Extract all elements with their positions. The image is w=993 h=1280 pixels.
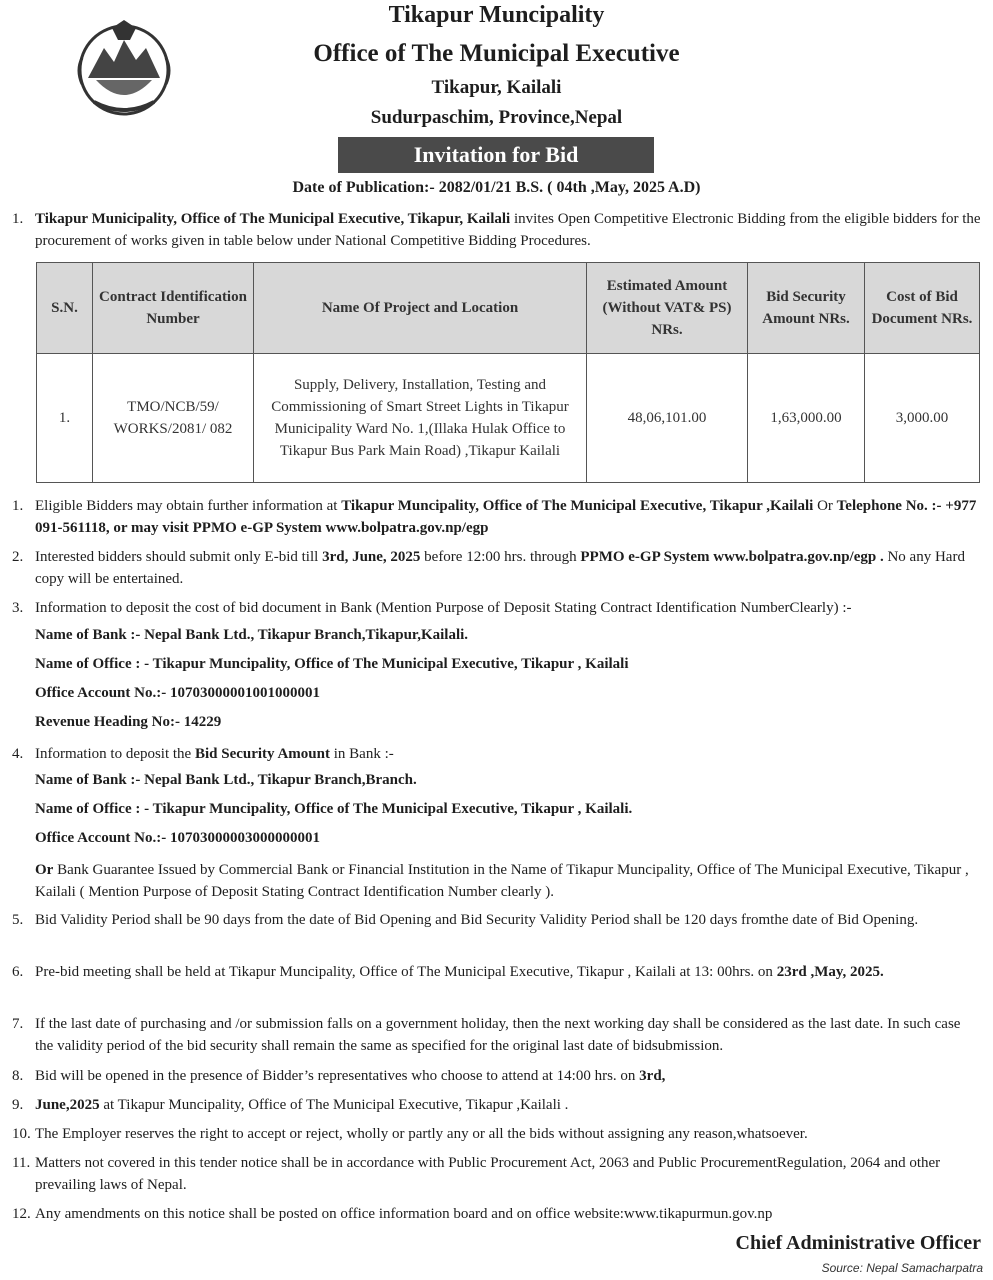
item-text: Matters not covered in this tender notice shall be in accordance with Public Procurement Act, 2063 and Public ProcurementRegulation, 2064 and other prevailing laws of Nepal. — [35, 1155, 941, 1193]
bank2-office: Name of Office : - Tikapur Muncipality, Office of The Municipal Executive, Tikapur , Kailali. — [35, 801, 633, 817]
item-number: 6. — [12, 964, 24, 980]
item-text: Any amendments on this notice shall be posted on office information board and on office website:www.tikapurmun.gov.np — [35, 1206, 773, 1222]
item-text: Eligible Bidders may obtain further information at — [35, 498, 342, 514]
bank1-name: Name of Bank :- Nepal Bank Ltd., Tikapur Branch,Tikapur,Kailali. — [35, 627, 469, 643]
item-number: 4. — [12, 746, 24, 762]
item-bold: 3rd, — [639, 1068, 666, 1084]
table-cell: Supply, Delivery, Installation, Testing and Commissioning of Smart Street Lights in Tikapur Municipality Ward No. 1,(Illaka Hulak Office to Tikapur Bus Park Main Road) ,Tikapur Kailali — [254, 354, 587, 483]
signature-title: Chief Administrative Officer — [735, 1232, 981, 1254]
list-item — [12, 1094, 982, 1116]
item-text: at Tikapur Muncipality, Office of The Municipal Executive, Tikapur ,Kailali . — [99, 1097, 569, 1113]
list-item — [12, 495, 982, 539]
item-number: 10. — [12, 1126, 31, 1142]
list-item — [12, 597, 982, 619]
item-bold: Or — [35, 862, 54, 878]
item-bold: Tikapur Muncipality, Office of The Municipal Executive, Tikapur ,Kailali — [341, 498, 814, 514]
list-item — [12, 961, 982, 983]
item-number: 5. — [12, 912, 24, 928]
item-text: Bank Guarantee Issued by Commercial Bank or Financial Institution in the Name of Tikapur Muncipality, Office of The Municipal Executive, Tikapur , Kailali ( Mention Purpose of Deposit Stating Contract Identification Number clearly ). — [35, 862, 969, 900]
item-text: before 12:00 hrs. through — [420, 549, 581, 565]
item-number: 2. — [12, 549, 24, 565]
item-text: Information to deposit the cost of bid document in Bank (Mention Purpose of Deposit Stating Contract Identification NumberClearly) :- — [35, 600, 852, 616]
bank1-account: Office Account No.:- 10703000001001000001 — [35, 685, 320, 701]
item-text: in Bank :- — [329, 746, 394, 762]
table-cell: 1,63,000.00 — [748, 354, 865, 483]
invitation-banner: Invitation for Bid — [338, 137, 654, 173]
list-item — [12, 1013, 982, 1057]
bank-guarantee-text — [35, 859, 982, 903]
nepal-emblem-icon — [74, 18, 174, 122]
list-item — [12, 1152, 982, 1196]
table-cell: 3,000.00 — [865, 354, 980, 483]
col-header: S.N. — [37, 263, 93, 354]
source-credit: Source: Nepal Samacharpatra — [821, 1261, 983, 1275]
col-header: Estimated Amount (Without VAT& PS) NRs. — [587, 263, 748, 354]
list-item — [12, 909, 982, 931]
list-item — [12, 1203, 982, 1225]
bank1-revenue: Revenue Heading No:- 14229 — [35, 714, 222, 730]
intro-bold: Tikapur Municipality, Office of The Municipal Executive, Tikapur, Kailali — [35, 211, 511, 227]
col-header: Contract Identification Number — [93, 263, 254, 354]
table-header-row — [37, 263, 980, 354]
bid-table — [36, 262, 980, 483]
item-bold: Bid Security Amount — [194, 746, 330, 762]
item-text: If the last date of purchasing and /or submission falls on a government holiday, then the next working day shall be considered as the last date. In such case the validity period of the bid security shall remain the same as specified for the original last date of bidsubmission. — [35, 1016, 961, 1054]
list-item — [12, 546, 982, 590]
item-bold: Telephone No. :- +977 091-561118, or may visit PPMO e-GP System www.bolpatra.gov.np/egp — [35, 498, 977, 536]
item-bold: 3rd, June, 2025 — [322, 549, 421, 565]
table-cell: 1. — [37, 354, 93, 483]
list-item — [12, 1123, 982, 1145]
item-number: 7. — [12, 1016, 24, 1032]
item-number: 1. — [12, 498, 24, 514]
office-province: Sudurpaschim, Province,Nepal — [370, 107, 623, 128]
item-number: 1. — [12, 211, 24, 227]
item-bold: 23rd ,May, 2025. — [776, 964, 884, 980]
col-header: Bid Security Amount NRs. — [748, 263, 865, 354]
municipality-name: Tikapur Muncipality — [388, 2, 605, 28]
item-number: 8. — [12, 1068, 24, 1084]
item-text: Bid will be opened in the presence of Bidder’s representatives who choose to attend at 14:00 hrs. on — [35, 1068, 640, 1084]
item-text: Or — [813, 498, 837, 514]
bank1-office: Name of Office : - Tikapur Muncipality, Office of The Municipal Executive, Tikapur , Kailali — [35, 656, 629, 672]
item-text: Information to deposit the — [35, 746, 195, 762]
office-location: Tikapur, Kailali — [431, 77, 562, 98]
office-name: Office of The Municipal Executive — [313, 40, 680, 67]
item-text: Pre-bid meeting shall be held at Tikapur Muncipality, Office of The Municipal Executive, Tikapur , Kailali at 13: 00hrs. on — [35, 964, 777, 980]
intro-text: invites Open Competitive Electronic Bidding from the eligible bidders for the procurement of works given in table below under National Competitive Bidding Procedures. — [35, 211, 981, 249]
col-header: Cost of Bid Document NRs. — [865, 263, 980, 354]
item-number: 3. — [12, 600, 24, 616]
item-number: 12. — [12, 1206, 31, 1222]
item-text: Bid Validity Period shall be 90 days from the date of Bid Opening and Bid Security Validity Period shall be 120 days fromthe date of Bid Opening. — [35, 912, 919, 928]
bank2-name: Name of Bank :- Nepal Bank Ltd., Tikapur Branch,Branch. — [35, 772, 417, 788]
col-header: Name Of Project and Location — [254, 263, 587, 354]
table-cell: TMO/NCB/59/ WORKS/2081/ 082 — [93, 354, 254, 483]
item-text: The Employer reserves the right to accept or reject, wholly or partly any or all the bids without assigning any reason,whatsoever. — [35, 1126, 808, 1142]
table-cell: 48,06,101.00 — [587, 354, 748, 483]
item-text: No any Hard copy will be entertained. — [35, 549, 965, 587]
item-number: 9. — [12, 1097, 24, 1113]
list-item — [12, 743, 982, 765]
table-row — [37, 354, 980, 483]
intro-paragraph — [12, 208, 982, 252]
list-item — [12, 1065, 982, 1087]
item-text: Interested bidders should submit only E-bid till — [35, 549, 323, 565]
item-number: 11. — [12, 1155, 31, 1171]
item-bold: PPMO e-GP System www.bolpatra.gov.np/egp . — [580, 549, 884, 565]
publication-date: Date of Publication:- 2082/01/21 B.S. ( 04th ,May, 2025 A.D) — [292, 179, 701, 196]
bank2-account: Office Account No.:- 10703000003000000001 — [35, 830, 320, 846]
item-bold: June,2025 — [35, 1097, 100, 1113]
